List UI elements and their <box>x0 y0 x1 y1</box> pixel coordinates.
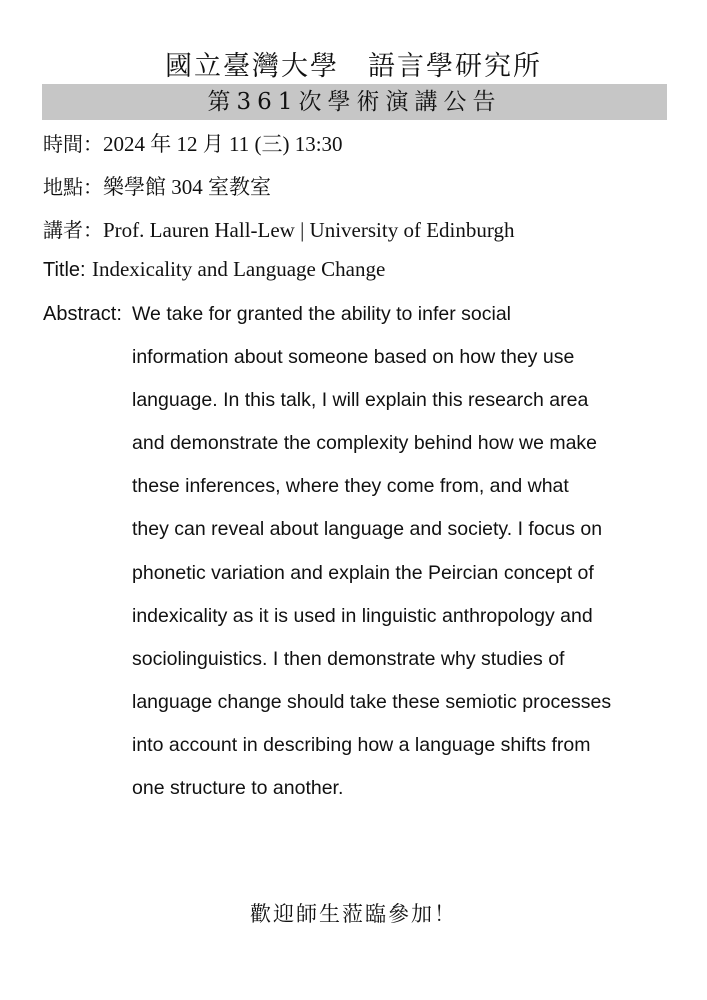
abstract-line: into account in describing how a language shifts from <box>132 733 591 756</box>
place-value: 樂學館 304 室教室 <box>103 175 271 199</box>
announcement-banner-text: 第361次學術演講公告 <box>207 89 502 115</box>
abstract-line: and demonstrate the complexity behind how we make <box>132 432 598 455</box>
speaker-line <box>43 214 514 243</box>
time-line <box>43 128 343 158</box>
announcement-banner <box>42 84 667 120</box>
welcome-footer: 歡迎師生蒞臨參加！ <box>250 902 457 926</box>
time-value: 2024 年 12 月 11 (三) 13:30 <box>103 132 343 156</box>
abstract-line: information about someone based on how they use <box>132 346 575 369</box>
speaker-value: Prof. Lauren Hall-Lew | University of Edinburgh <box>103 218 515 242</box>
abstract-line: We take for granted the ability to infer social <box>132 303 512 325</box>
talk-title-value: Indexicality and Language Change <box>91 257 386 281</box>
talk-title-line <box>43 257 385 282</box>
place-line <box>43 171 271 201</box>
abstract-line: one structure to another. <box>132 777 344 800</box>
abstract-line: language change should take these semiotic processes <box>132 690 612 713</box>
abstract-body <box>132 300 692 817</box>
abstract-line: these inferences, where they come from, and what <box>132 475 569 498</box>
place-label: 地點： <box>43 175 103 199</box>
speaker-label: 講者： <box>43 218 103 242</box>
abstract-line: phonetic variation and explain the Peircian concept of <box>132 561 594 584</box>
abstract-line: indexicality as it is used in linguistic anthropology and <box>132 604 593 627</box>
abstract-label: Abstract: <box>43 303 122 325</box>
abstract-line: they can reveal about language and society. I focus on <box>132 518 603 541</box>
abstract-line: sociolinguistics. I then demonstrate why studies of <box>132 647 565 670</box>
talk-title-label: Title: <box>43 259 86 281</box>
abstract-line: language. In this talk, I will explain this research area <box>132 389 589 412</box>
time-label: 時間： <box>43 132 103 156</box>
page-title: 國立臺灣大學 語言學研究所 <box>165 51 542 82</box>
